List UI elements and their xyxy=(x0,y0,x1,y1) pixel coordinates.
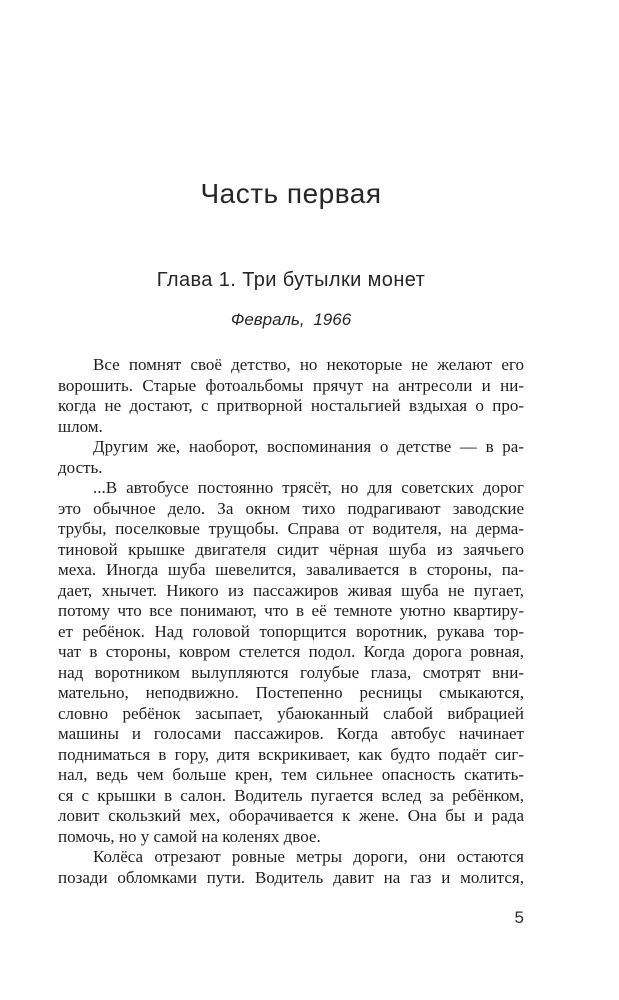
text-line: меха. Иногда шуба шевелится, заваливается в стороны, па- xyxy=(58,560,524,579)
text-line: Колёса отрезают ровные метры дороги, они остаются xyxy=(93,847,524,866)
text-line: это обычное дело. За окном тихо подрагивают заводские xyxy=(58,498,524,518)
text-line: нал, ведь чем больше крен, тем сильнее опасность скатить- xyxy=(58,765,524,784)
text-line: потому что все понимают, что в её темноте уютно квартиру- xyxy=(58,601,524,620)
text-line: ловит скользкий мех, оборачивается к жене. Она бы и рада xyxy=(58,806,524,825)
text-line: тиновой крышке двигателя сидит чёрная шуба из заячьего xyxy=(58,539,524,559)
text-line: ся с крышки в салон. Водитель пугается вслед за ребёнком, xyxy=(58,785,524,805)
text-line: позади обломками пути. Водитель давит на газ и молится, xyxy=(58,867,524,887)
paragraph xyxy=(58,847,524,888)
text-line: дость. xyxy=(58,457,103,477)
text-line: словно ребёнок засыпает, убаюканный слабой вибрацией xyxy=(58,703,524,723)
text-line: Другим же, наоборот, воспоминания о детстве — в ра- xyxy=(93,437,524,456)
chapter-title: Глава 1. Три бутылки монет xyxy=(156,269,426,291)
text-line: ...В автобусе постоянно трясёт, но для советских дорог xyxy=(93,478,524,497)
body-text xyxy=(58,355,524,888)
part-title: Часть первая xyxy=(200,178,382,209)
text-line: помочь, но у самой на коленях двое. xyxy=(58,826,321,846)
paragraph xyxy=(58,478,524,847)
chapter-date: Февраль, 1966 xyxy=(230,310,352,329)
text-line: шлом. xyxy=(58,416,103,436)
text-line: мательно, неподвижно. Постепенно ресницы смыкаются, xyxy=(58,683,524,702)
text-line: ворошить. Старые фотоальбомы прячут на антресоли и ни- xyxy=(58,375,524,395)
paragraph xyxy=(58,355,524,437)
text-line: когда не достают, с притворной ностальгией вздыхая о про- xyxy=(58,396,524,415)
page-number: 5 xyxy=(514,908,524,927)
paragraph xyxy=(58,437,524,478)
text-line: ет ребёнок. Над головой топорщится воротник, рукава тор- xyxy=(58,621,524,641)
text-line: чат в стороны, ковром стелется подол. Когда дорога ровная, xyxy=(58,642,524,661)
text-line: подниматься в гору, дитя вскрикивает, как будто подаёт сиг- xyxy=(58,744,524,764)
text-line: над воротником вылупляются голубые глаза, смотрят вни- xyxy=(58,662,524,682)
text-line: машины и голосами пассажиров. Когда автобус начинает xyxy=(58,724,524,743)
text-line: Все помнят своё детство, но некоторые не желают его xyxy=(93,355,524,374)
text-line: дает, хнычет. Никого из пассажиров живая шуба не пугает, xyxy=(58,580,524,600)
text-line: трубы, поселковые трущобы. Справа от водителя, на дерма- xyxy=(58,519,524,538)
